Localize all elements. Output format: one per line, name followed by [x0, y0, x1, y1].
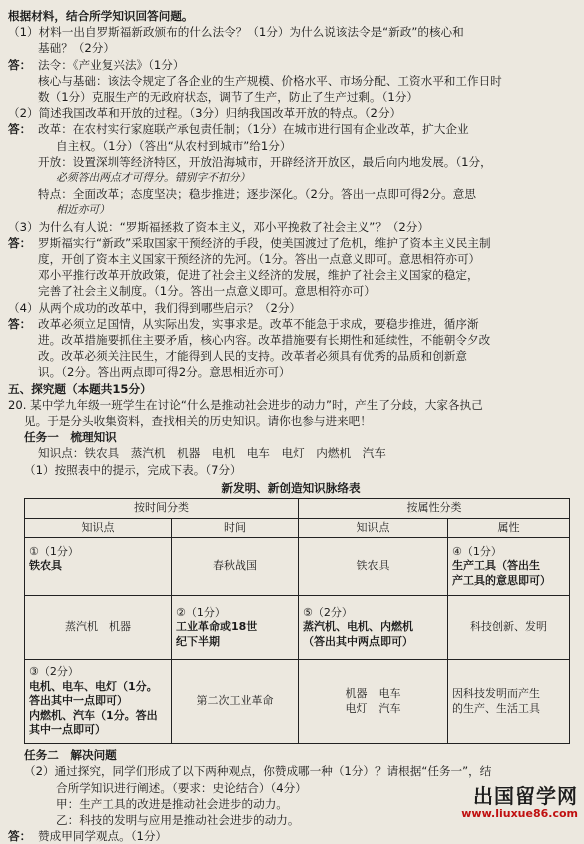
view-jia: 甲：生产工具的改进是推动社会进步的动力。 — [56, 796, 288, 811]
cell-r1-c: 铁农具 — [299, 538, 448, 596]
q1-answer-2: 核心与基础：该法令规定了各企业的生产规模、价格水平、市场分配、工资水平和工作日时 — [38, 73, 502, 88]
q20-sub2-line2: 合所学知识进行阐述。（要求：史论结合）（4分） — [56, 780, 307, 795]
answer-text: 工业革命或18世 — [176, 620, 258, 634]
knowledge-points: 知识点：铁农具 蒸汽机 机器 电机 电车 电灯 内燃机 汽车 — [38, 446, 386, 461]
watermark-url: www.liuxue86.com — [461, 807, 578, 820]
q4-answer-3: 改。改革必须关注民生，才能得到人民的支持。改革者必须具有优秀的品质和创新意 — [38, 349, 467, 364]
blank-number: ③（2分） — [29, 665, 79, 679]
q2-answer-6: 相近亦可） — [56, 203, 110, 217]
cell-r1-b: 春秋战国 — [172, 538, 299, 596]
q4-answer-4: 识。（2分。答出两点即可得2分。意思相近亦可） — [38, 365, 291, 380]
q4-answer — [8, 316, 574, 332]
q20-answer — [8, 828, 574, 844]
q1-answer-3: 数（1分）克服生产的无政府状态，调节了生产，防止了生产过剩。（1分） — [38, 90, 418, 105]
q2-line1: （2）简述我国改革和开放的过程。（3分）归纳我国改革开放的特点。（2分） — [8, 106, 402, 121]
answer-text: 其中一点即可） — [29, 723, 106, 737]
answer-label: 答： — [8, 57, 32, 72]
task-one-heading: 任务一 梳理知识 — [24, 430, 117, 445]
cell-r2-d: 科技创新、发明 — [448, 596, 570, 660]
q20-answer-text: 赞成甲同学观点。（1分） — [38, 829, 168, 844]
answer-text: （答出其中两点即可） — [303, 634, 413, 648]
cell-r1-a — [25, 538, 172, 596]
table-row — [25, 596, 570, 660]
q4-answer-2: 进。改革措施要抓住主要矛盾，核心内容。改革措施要有长期性和延续性，不能朝令夕改 — [38, 333, 491, 348]
q3-answer-4: 完善了社会主义制度。（1分。答出一点意义即可。意思相符亦可） — [38, 284, 376, 299]
table-header-row — [25, 499, 570, 519]
answer-text: 铁农具 — [29, 559, 62, 573]
q2-answer-2: 自主权。（1分）（答出“从农村到城市”给1分） — [56, 138, 292, 153]
q20-sub2-line1: （2）通过探究，同学们形成了以下两种观点，你赞成哪一种（1分）？请根据“任务一”，结 — [24, 764, 492, 779]
section-five-heading: 五、探究题（本题共15分） — [8, 381, 152, 396]
q2-answer-3: 开放：设置深圳等经济特区，开放沿海城市，开辟经济开放区，最后向内地发展。（1分， — [38, 154, 492, 169]
answer-label: 答： — [8, 829, 32, 844]
cell-line: 机器 电车 — [345, 687, 401, 701]
answer-label: 答： — [8, 316, 32, 331]
q3-answer-1: 罗斯福实行“新政”采取国家干预经济的手段，使美国渡过了危机，维护了资本主义民主制 — [38, 235, 491, 250]
knowledge-table — [24, 498, 570, 744]
header-by-time: 按时间分类 — [25, 499, 299, 519]
answer-text: 产工具的意思即可） — [452, 573, 551, 587]
header-by-attribute: 按属性分类 — [299, 499, 570, 519]
q1-line1: （1）材料一出自罗斯福新政颁布的什么法令？（1分）为什么说该法令是“新政”的核心和 — [8, 25, 464, 40]
q20-line2: 见。于是分头收集资料，查找相关的历史知识。请你也参与进来吧！ — [24, 414, 372, 429]
col-attribute: 属性 — [448, 518, 570, 538]
col-knowledge-point: 知识点 — [25, 518, 172, 538]
blank-number: ①（1分） — [29, 544, 79, 558]
blank-number: ④（1分） — [452, 544, 502, 558]
cell-r2-a: 蒸汽机 机器 — [25, 596, 172, 660]
table-title: 新发明、新创造知识脉络表 — [221, 480, 361, 495]
q1-line2: 基础？（2分） — [38, 41, 115, 56]
cell-r3-a — [25, 660, 172, 744]
watermark-title: 出国留学网 — [473, 784, 578, 808]
q20-line1: 20. 某中学九年级一班学生在讨论“什么是推动社会进步的动力”时，产生了分歧，大家各执己 — [8, 397, 483, 412]
col-knowledge-point-2: 知识点 — [299, 518, 448, 538]
cell-line: 电灯 汽车 — [345, 701, 401, 715]
cell-r2-b — [172, 596, 299, 660]
q3-answer-3: 邓小平推行改革开放政策，促进了社会主义经济的发展，维护了社会主义国家的稳定， — [38, 268, 479, 283]
section-heading: 根据材料，结合所学知识回答问题。 — [8, 9, 194, 23]
cell-line: 因科技发明而产生 — [452, 687, 540, 701]
q20-sub1: （1）按照表中的提示，完成下表。（7分） — [24, 462, 242, 477]
table-row — [25, 538, 570, 596]
q2-answer-5: 特点：全面改革；态度坚决；稳步推进；逐步深化。（2分。答出一点即可得2分。意思 — [38, 187, 476, 202]
cell-r2-c — [299, 596, 448, 660]
answer-text: 内燃机、汽车（1分。答出 — [29, 708, 158, 722]
q4-line1: （4）从两个成功的改革中，我们得到哪些启示？（2分） — [8, 300, 302, 315]
q3-answer — [8, 235, 574, 251]
q4-answer-1: 改革必须立足国情，从实际出发，实事求是。改革不能急于求成，要稳步推进，循序渐 — [38, 316, 479, 331]
cell-r1-d — [448, 538, 570, 596]
answer-text: 电机、电车、电灯（1分。 — [29, 679, 158, 693]
q3-line1: （3）为什么有人说：“罗斯福拯救了资本主义，邓小平挽救了社会主义”？（2分） — [8, 219, 429, 234]
watermark-logo — [461, 785, 578, 820]
q3-answer-2: 度，开创了资本主义国家干预经济的先河。（1分。答出一点意义即可。意思相符亦可） — [38, 252, 481, 267]
q2-answer-4: 必须答出两点才可得分。错别字不扣分） — [56, 171, 251, 185]
view-yi: 乙：科技的发明与应用是推动社会进步的动力。 — [56, 812, 300, 827]
cell-line: 的生产、生活工具 — [452, 701, 540, 715]
col-time: 时间 — [172, 518, 299, 538]
task-two-heading: 任务二 解决问题 — [24, 748, 117, 763]
answer-label: 答： — [8, 122, 32, 137]
q2-answer-1: 改革：在农村实行家庭联产承包责任制；（1分）在城市进行国有企业改革，扩大企业 — [38, 122, 469, 137]
answer-text: 纪下半期 — [176, 634, 220, 648]
answer-text: 蒸汽机、电机、内燃机 — [303, 620, 413, 634]
blank-number: ⑤（2分） — [303, 605, 353, 619]
answer-text: 答出其中一点即可） — [29, 694, 128, 708]
table-row — [25, 660, 570, 744]
blank-number: ②（1分） — [176, 605, 226, 619]
answer-text: 生产工具（答出生 — [452, 559, 540, 573]
q1-answer — [8, 57, 574, 73]
cell-r3-b: 第二次工业革命 — [172, 660, 299, 744]
table-subheader-row — [25, 518, 570, 538]
answer-label: 答： — [8, 235, 32, 250]
cell-r3-c — [299, 660, 448, 744]
cell-r3-d — [448, 660, 570, 744]
q2-answer — [8, 121, 574, 137]
q1-answer-1: 法令：《产业复兴法》（1分） — [38, 57, 185, 72]
